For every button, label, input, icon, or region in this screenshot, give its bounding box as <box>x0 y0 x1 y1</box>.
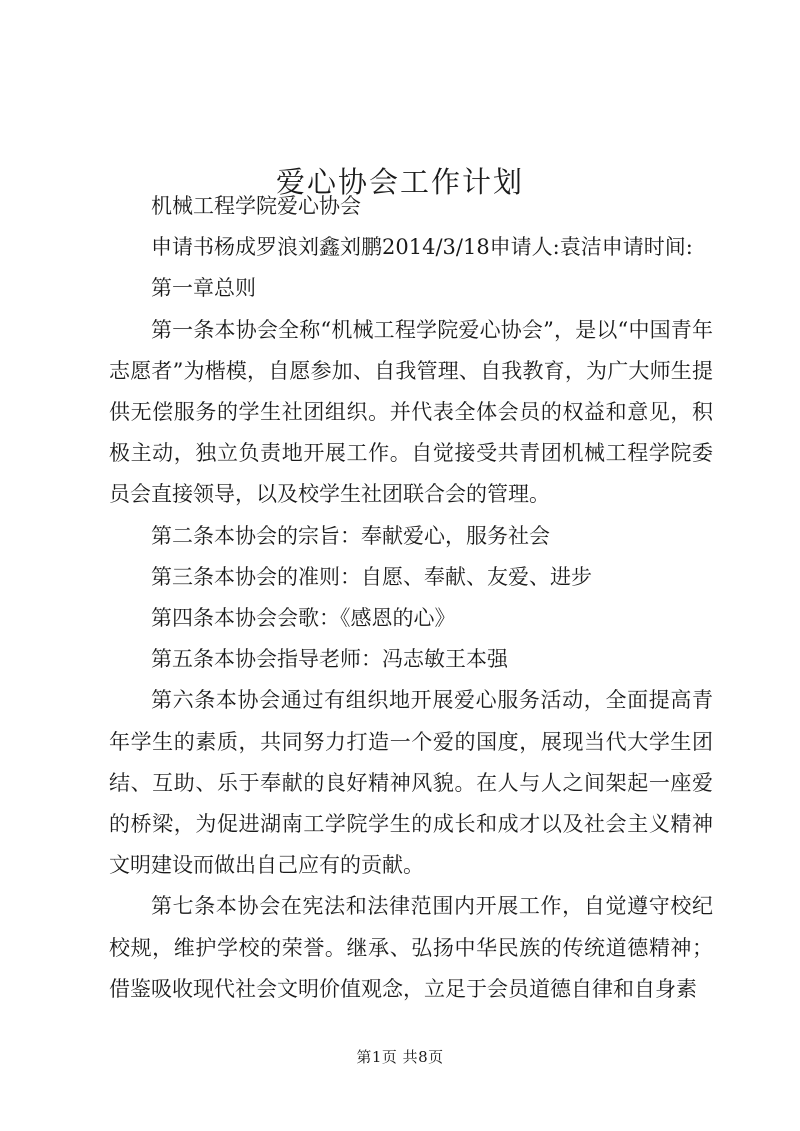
paragraph-organization: 机械工程学院爱心协会 <box>151 194 361 218</box>
article-7-paragraph: 第七条本协会在宪法和法律范围内开展工作，自觉遵守校纪校规，维护学校的荣誉。继承、弘扬中华民族的传统道德精神；借鉴吸收现代社会文明价值观念，立足于会员道德自律和自身素 <box>109 894 713 1001</box>
article-5-paragraph: 第五条本协会指导老师：冯志敏王本强 <box>151 647 508 672</box>
article-4-paragraph: 第四条本协会会歌：《感恩的心》 <box>151 606 456 631</box>
document-title: 爱心协会工作计划 <box>275 165 524 200</box>
article-2-paragraph: 第二条本协会的宗旨：奉献爱心，服务社会 <box>151 523 550 548</box>
article-6-paragraph: 第六条本协会通过有组织地开展爱心服务活动，全面提高青年学生的素质，共同努力打造一个爱的国度，展现当代大学生团结、互助、乐于奉献的良好精神风貌。在人与人之间架起一座爱的桥梁，为促进湖南工学院学生的成长和成才以及社会主义精神文明建设而做出自己应有的贡献。 <box>109 688 713 878</box>
page-footer: 第1页 共8页 <box>356 1048 444 1066</box>
document-body <box>109 186 713 1010</box>
article-1-paragraph: 第一条本协会全称“机械工程学院爱心协会”，是以“中国青年志愿者”为楷模，自愿参加、自我管理、自我教育，为广大师生提供无偿服务的学生社团组织。并代表全体会员的权益和意见，积极主动，独立负责地开展工作。自觉接受共青团机械工程学院委员会直接领导，以及校学生社团联合会的管理。 <box>109 317 713 507</box>
article-3-paragraph: 第三条本协会的准则：自愿、奉献、友爱、进步 <box>151 564 592 589</box>
paragraph-application-info: 申请书杨成罗浪刘鑫刘鹏2014/3/18申请人:袁洁申请时间: <box>151 235 693 260</box>
chapter-heading: 第一章总则 <box>151 276 256 301</box>
